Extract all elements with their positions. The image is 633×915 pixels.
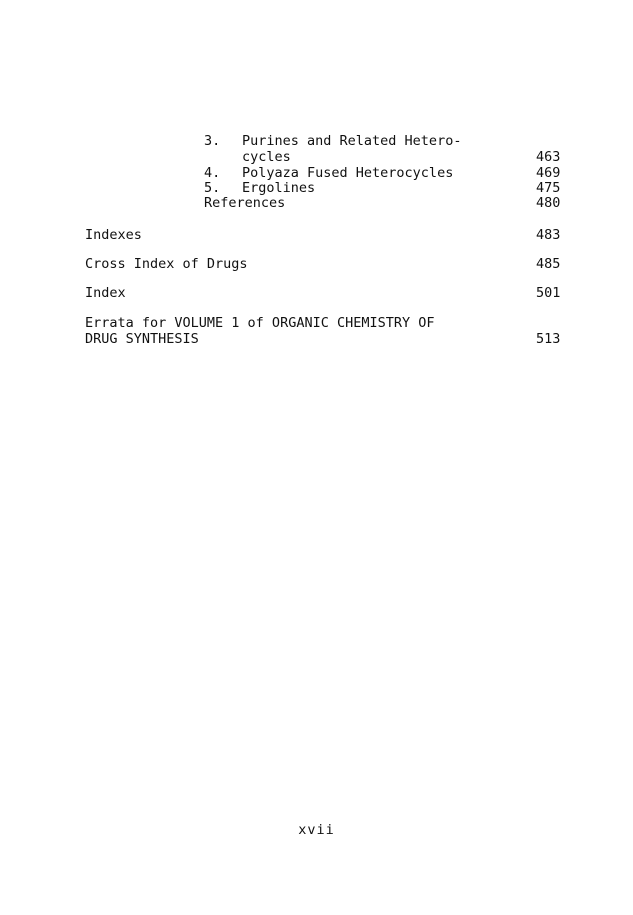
toc-page-number: 475 bbox=[536, 180, 561, 196]
toc-subentry-title-cont: cycles bbox=[242, 149, 291, 165]
toc-entry-title: Cross Index of Drugs bbox=[85, 256, 248, 272]
toc-page-number: 463 bbox=[536, 149, 561, 165]
toc-page-number: 469 bbox=[536, 165, 561, 181]
toc-subentry-number: 5. bbox=[204, 180, 221, 196]
toc-page-number: 513 bbox=[536, 331, 561, 347]
toc-page-number: 485 bbox=[536, 256, 561, 272]
toc-entry-title: Errata for VOLUME 1 of ORGANIC CHEMISTRY OF bbox=[85, 315, 435, 331]
toc-entry-title-cont: DRUG SYNTHESIS bbox=[85, 331, 199, 347]
toc-subentry-title: Polyaza Fused Heterocycles bbox=[242, 165, 454, 181]
toc-subentry-number: 4. bbox=[204, 165, 221, 181]
toc-subentry-title: Ergolines bbox=[242, 180, 316, 196]
toc-subentry-title: References bbox=[204, 195, 286, 211]
toc-entry-title: Indexes bbox=[85, 227, 142, 243]
toc-page-number: 501 bbox=[536, 285, 561, 301]
toc-page-number: 483 bbox=[536, 227, 561, 243]
toc-subentry-number: 3. bbox=[204, 133, 221, 149]
page-number-footer: xvii bbox=[298, 822, 335, 838]
toc-page-number: 480 bbox=[536, 195, 561, 211]
toc-entry-title: Index bbox=[85, 285, 126, 301]
toc-subentry-title: Purines and Related Hetero- bbox=[242, 133, 462, 149]
